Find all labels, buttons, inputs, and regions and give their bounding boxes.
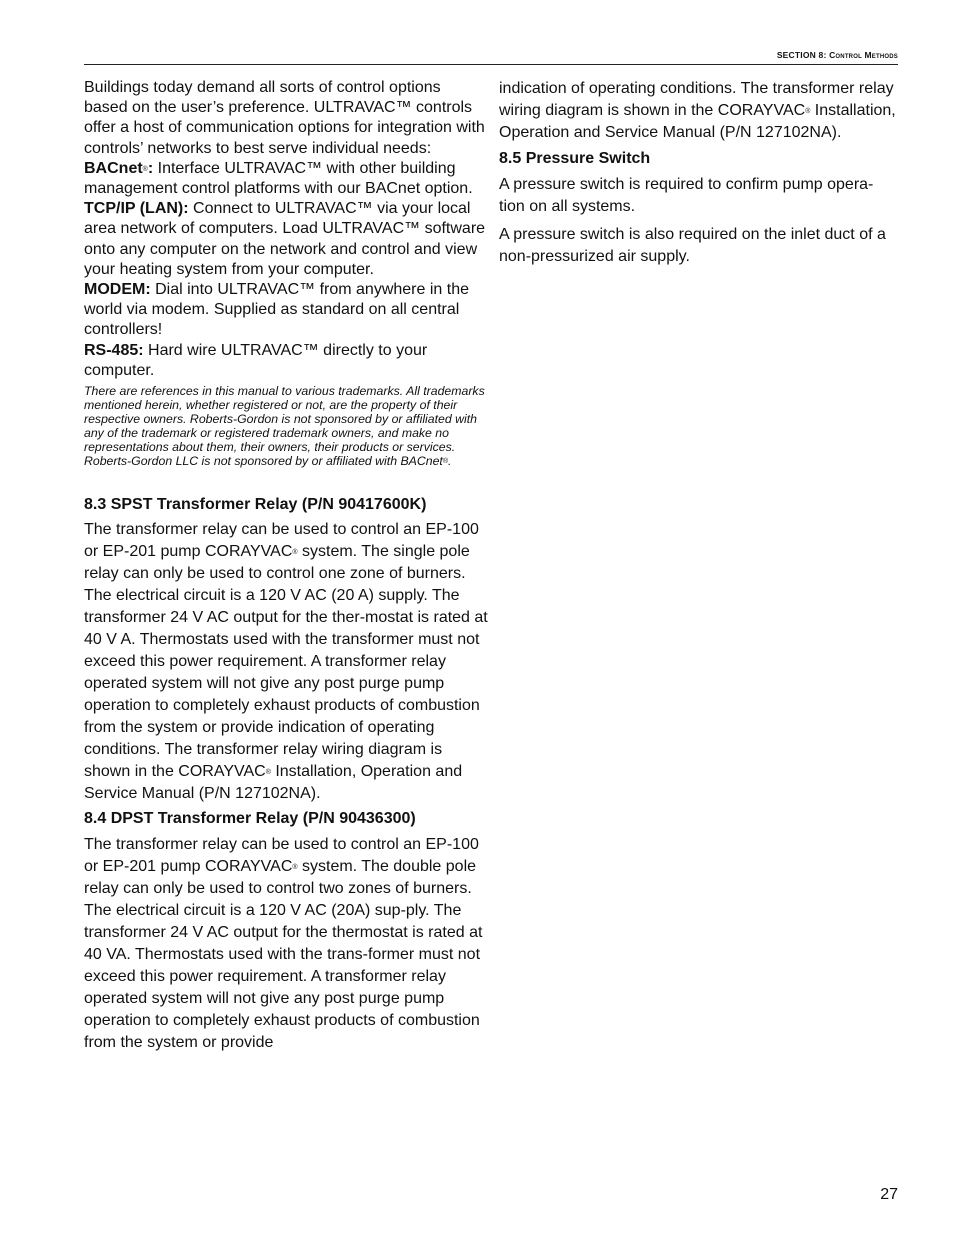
section-8-5 (499, 149, 899, 268)
disclaimer-bacnet-text: Roberts-Gordon LLC is not sponsored by or affiliated with BACnet (84, 454, 443, 469)
section-heading: 8.3 SPST Transformer Relay (P/N 90417600K) (84, 496, 427, 514)
registered-mark: ® (265, 769, 271, 777)
option-tcpip (84, 199, 488, 280)
paragraph-text: system. The single pole relay can only be used to control one zone of burners. The electrical circuit is a 120 V AC (20 A) supply. The transformer 24 V AC output for the ther-mostat is rated at 40 V A. Thermostats used with the transformer must not exceed this power requirement. A transformer relay operated system will not give any post purge pump operation to completely exhaust products of combustion from the system or provide indication of operating conditions. The transformer relay wiring diagram is shown in the CORAYVAC (84, 543, 488, 781)
disclaimer-text: There are references in this manual to various trademarks. All trademarks mentioned herein, whether registered or not, are the property of their respective owners. Roberts-Gordon is not sponsored by or affiliated with any of the trademark or registered trademark owners, and make no representations about them, their owners, their products or services. (84, 384, 485, 455)
option-rs485 (84, 341, 488, 381)
section-paragraph: A pressure switch is required to confirm pump opera-tion on all systems. (499, 176, 874, 215)
disclaimer-period: . (448, 454, 452, 469)
paragraph-text: Installation, Operation and Service Manual (P/N 127102NA). (499, 102, 896, 141)
section-8-4 (84, 809, 488, 1054)
section-paragraph (84, 519, 488, 805)
option-modem (84, 280, 488, 341)
paragraph-text: indication of operating conditions. The transformer relay wiring diagram is shown in the CORAYVAC (499, 80, 894, 119)
paragraph-text: The transformer relay can be used to control an EP-100 or EP-201 pump CORAYVAC (84, 521, 479, 561)
option-term: RS-485: (84, 341, 144, 359)
option-term-separator: : (147, 159, 154, 177)
section-heading: 8.4 DPST Transformer Relay (P/N 90436300) (84, 810, 416, 828)
section-paragraph: A pressure switch is also required on the inlet duct of a non-pressurized air supply. (499, 226, 886, 265)
option-term: TCP/IP (LAN): (84, 200, 189, 218)
paragraph-text: The transformer relay can be used to control an EP-100 or EP-201 pump CORAYVAC (84, 836, 479, 876)
paragraph-text: system. The double pole relay can only be used to control two zones of burners. The electrical circuit is a 120 V AC (20A) sup-ply. The transformer 24 V AC output for the thermostat is rated at 40 VA. Thermostats used with the trans-former must not exceed this power requirement. A transformer relay operated system will not give any post purge pump operation to completely exhaust products of combustion from the system or provide (84, 858, 483, 1052)
option-bacnet (84, 159, 488, 199)
registered-mark: ® (442, 458, 449, 466)
option-text: Connect to ULTRAVAC™ via your local area network of computers. Load ULTRAVAC™ software onto any computer on the network and control and view your heating system from your computer. (84, 200, 486, 278)
section-heading: 8.5 Pressure Switch (499, 150, 651, 167)
registered-mark: ® (805, 108, 811, 115)
option-text: Interface ULTRAVAC™ with other building management control platforms with our BACnet option. (84, 159, 473, 198)
option-term: BACnet (84, 159, 143, 177)
running-header (84, 50, 898, 65)
registered-mark: ® (292, 864, 298, 872)
disclaimer-bacnet (84, 454, 488, 468)
section-paragraph-continued (499, 78, 899, 144)
option-text: Hard wire ULTRAVAC™ directly to your computer. (84, 341, 428, 379)
left-column (84, 78, 488, 1054)
option-text: Dial into ULTRAVAC™ from anywhere in the world via modem. Supplied as standard on all central controllers! (84, 281, 469, 339)
page-number: 27 (880, 1186, 898, 1203)
intro-block (84, 78, 488, 468)
paragraph-text: Installation, Operation and Service Manual (P/N 127102NA). (84, 763, 463, 803)
section-title: Control Methods (829, 50, 898, 60)
section-label: SECTION 8: (776, 50, 827, 60)
right-column (499, 78, 899, 268)
registered-mark: ® (292, 549, 298, 557)
option-term: MODEM: (84, 281, 151, 299)
intro-paragraph: Buildings today demand all sorts of control options based on the user’s preference. ULTRAVAC™ controls offer a host of communication options for integration with controls’ networks to best serve individual needs: (84, 79, 485, 157)
section-8-3 (84, 495, 488, 805)
trademark-disclaimer (84, 384, 488, 468)
registered-mark: ® (142, 165, 148, 173)
section-8-4-continued (499, 78, 899, 144)
section-paragraph (84, 834, 488, 1054)
